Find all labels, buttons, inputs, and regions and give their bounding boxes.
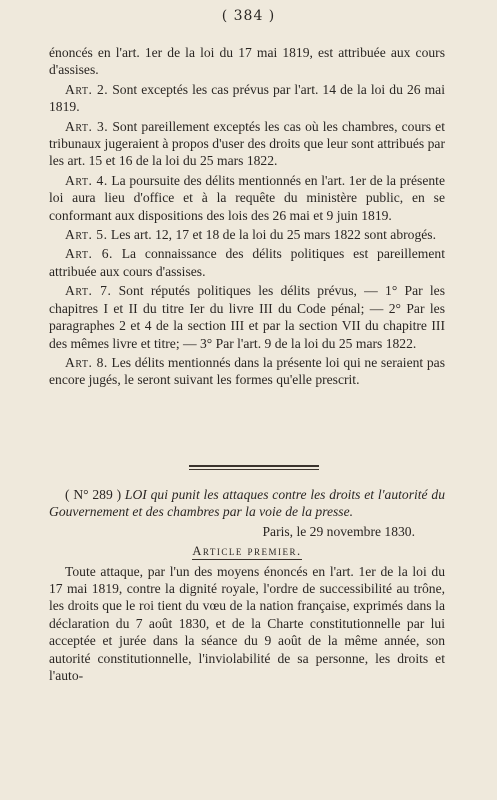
article-text: Les art. 12, 17 et 18 de la loi du 25 mars 1822 sont abrogés. [110,227,436,243]
paragraph-text: énoncés en l'art. 1er de la loi du 17 mai 1819, est attribuée aux cours d'assises. [49,45,445,78]
article-label: Art. 2. [65,81,109,97]
article-label: Art. 8. [65,354,108,370]
article-label: Art. 6. [65,246,113,262]
article-list [49,44,445,391]
place-date: Paris, le 29 novembre 1830. [262,523,415,539]
law-header [49,486,445,521]
article-8 [49,354,445,389]
article-5 [49,226,445,243]
article-text: Sont pareillement exceptés les cas où les chambres, cours et tribunaux jugeraient à propos d'user des droits que leur sont attribués par les art. 15 et 16 de la loi du 25 mars 1822. [49,118,445,169]
article-text: La connaissance des délits politiques est pareillement attribuée aux cours d'assises. [49,246,445,279]
article-text: La poursuite des délits mentionnés en l'art. 1er de la présente loi aura lieu d'office et à la requête du ministère public, en se conformant aux dispositions des lois des 26 mai et 9 juin 1819. [49,172,445,223]
article-text: Sont exceptés les cas prévus par l'art. 14 de la loi du 26 mai 1819. [49,81,445,115]
article-4 [49,172,445,224]
law-section [49,486,445,686]
article-label: Art. 3. [65,118,109,134]
article-7 [49,282,445,352]
article-6 [49,245,445,280]
article-text: Sont réputés politiques les délits prévus, — 1° Par les chapitres I et II du titre Ier du livre III du Code pénal; — 2° Par les paragraphes 2 et 4 de la section III et par la section VII du chapitre III des mêmes livre et titre; — 3° Par l'art. 9 de la loi du 25 mars 1822. [49,283,445,351]
article-3 [49,118,445,170]
page-number: ( 384 ) [221,8,276,24]
law-title: LOI qui punit les attaques contre les droits et l'autorité du Gouvernement et des chambres par la voie de la presse. [49,487,445,520]
article-label: Art. 4. [65,172,108,188]
paragraph-continued [49,44,445,79]
law-body: Toute attaque, par l'un des moyens énoncés en l'art. 1er de la loi du 17 mai 1819, contre la dignité royale, l'ordre de successibilité au trône, les droits que le roi tient du vœu de la nation française, exprimés dans la déclaration du 7 août 1830, et de la Charte constitutionnelle par lui acceptée et jurée dans la séance du 9 août de la même année, son autorité constitutionnelle, l'inviolabilité de sa personne, les droits et l'auto- [49,563,445,684]
section-divider [189,465,319,467]
law-number: ( N° 289 ) [65,487,122,502]
article-2 [49,81,445,116]
article-heading-text: Article premier. [192,544,302,559]
article-label: Art. 5. [65,227,108,243]
article-heading [49,543,445,560]
article-label: Art. 7. [65,283,112,299]
article-text: Les délits mentionnés dans la présente loi qui ne seraient pas encore jugés, le seront suivant les formes qu'elle prescrit. [49,354,445,388]
